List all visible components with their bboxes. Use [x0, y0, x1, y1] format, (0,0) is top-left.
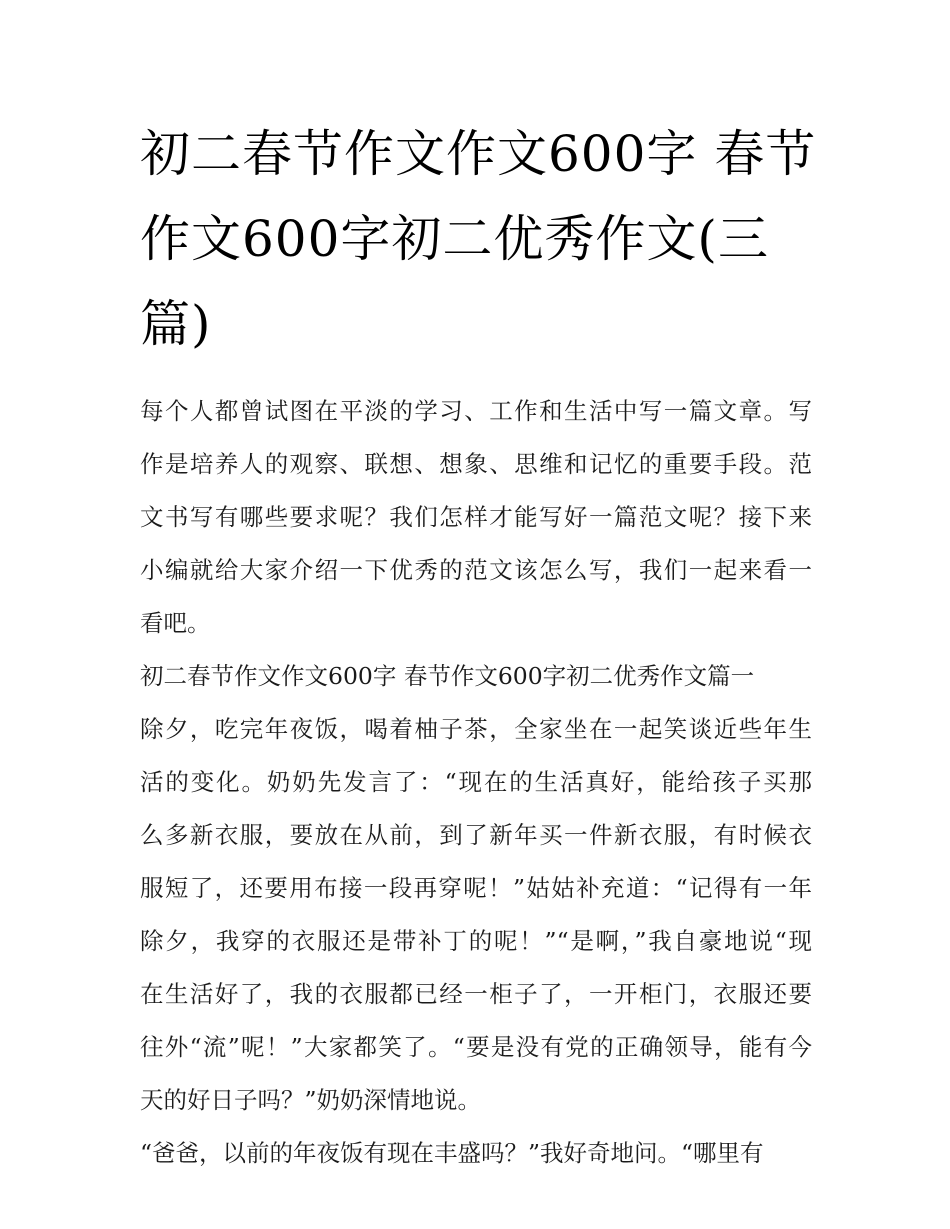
text-line: 活的变化。奶奶先发言了：“现在的生活真好，能给孩子买那 — [140, 768, 812, 796]
document-title — [140, 112, 817, 367]
document-body — [140, 385, 812, 1180]
text-line: 小编就给大家介绍一下优秀的范文该怎么写，我们一起来看一 — [140, 556, 812, 584]
text-line: 每个人都曾试图在平淡的学习、工作和生活中写一篇文章。写 — [140, 397, 812, 425]
text-line: 在生活好了，我的衣服都已经一柜子了，一开柜门，衣服还要 — [140, 980, 812, 1008]
text-line: “爸爸，以前的年夜饭有现在丰盛吗？”我好奇地问。“哪里有 — [140, 1139, 764, 1167]
text-line: 除夕，吃完年夜饭，喝着柚子茶，全家坐在一起笑谈近些年生 — [140, 715, 812, 743]
text-line: 作是培养人的观察、联想、想象、思维和记忆的重要手段。范 — [140, 450, 812, 478]
section-heading — [140, 650, 812, 703]
text-line: 初二春节作文作文600字 春节作文600字初二优秀作文篇一 — [140, 662, 755, 690]
text-line: 文书写有哪些要求呢？我们怎样才能写好一篇范文呢？接下来 — [140, 503, 812, 531]
essay-paragraph — [140, 703, 812, 1127]
document-page — [140, 112, 817, 1180]
text-line: 看吧。 — [140, 609, 211, 637]
title-line: 初二春节作文作文600字 春节 — [140, 125, 817, 183]
text-line: 往外“流”呢！”大家都笑了。“要是没有党的正确领导，能有今 — [140, 1033, 812, 1061]
title-line: 作文600字初二优秀作文(三 — [140, 210, 769, 268]
title-line: 篇) — [140, 295, 212, 353]
text-line: 么多新衣服，要放在从前，到了新年买一件新衣服，有时候衣 — [140, 821, 812, 849]
text-line: 除夕，我穿的衣服还是带补丁的呢！”“是啊，”我自豪地说“现 — [140, 927, 812, 955]
text-line: 天的好日子吗？”奶奶深情地说。 — [140, 1086, 482, 1114]
intro-paragraph — [140, 385, 812, 650]
text-line: 服短了，还要用布接一段再穿呢！”姑姑补充道：“记得有一年 — [140, 874, 812, 902]
dialogue-paragraph — [140, 1127, 812, 1180]
